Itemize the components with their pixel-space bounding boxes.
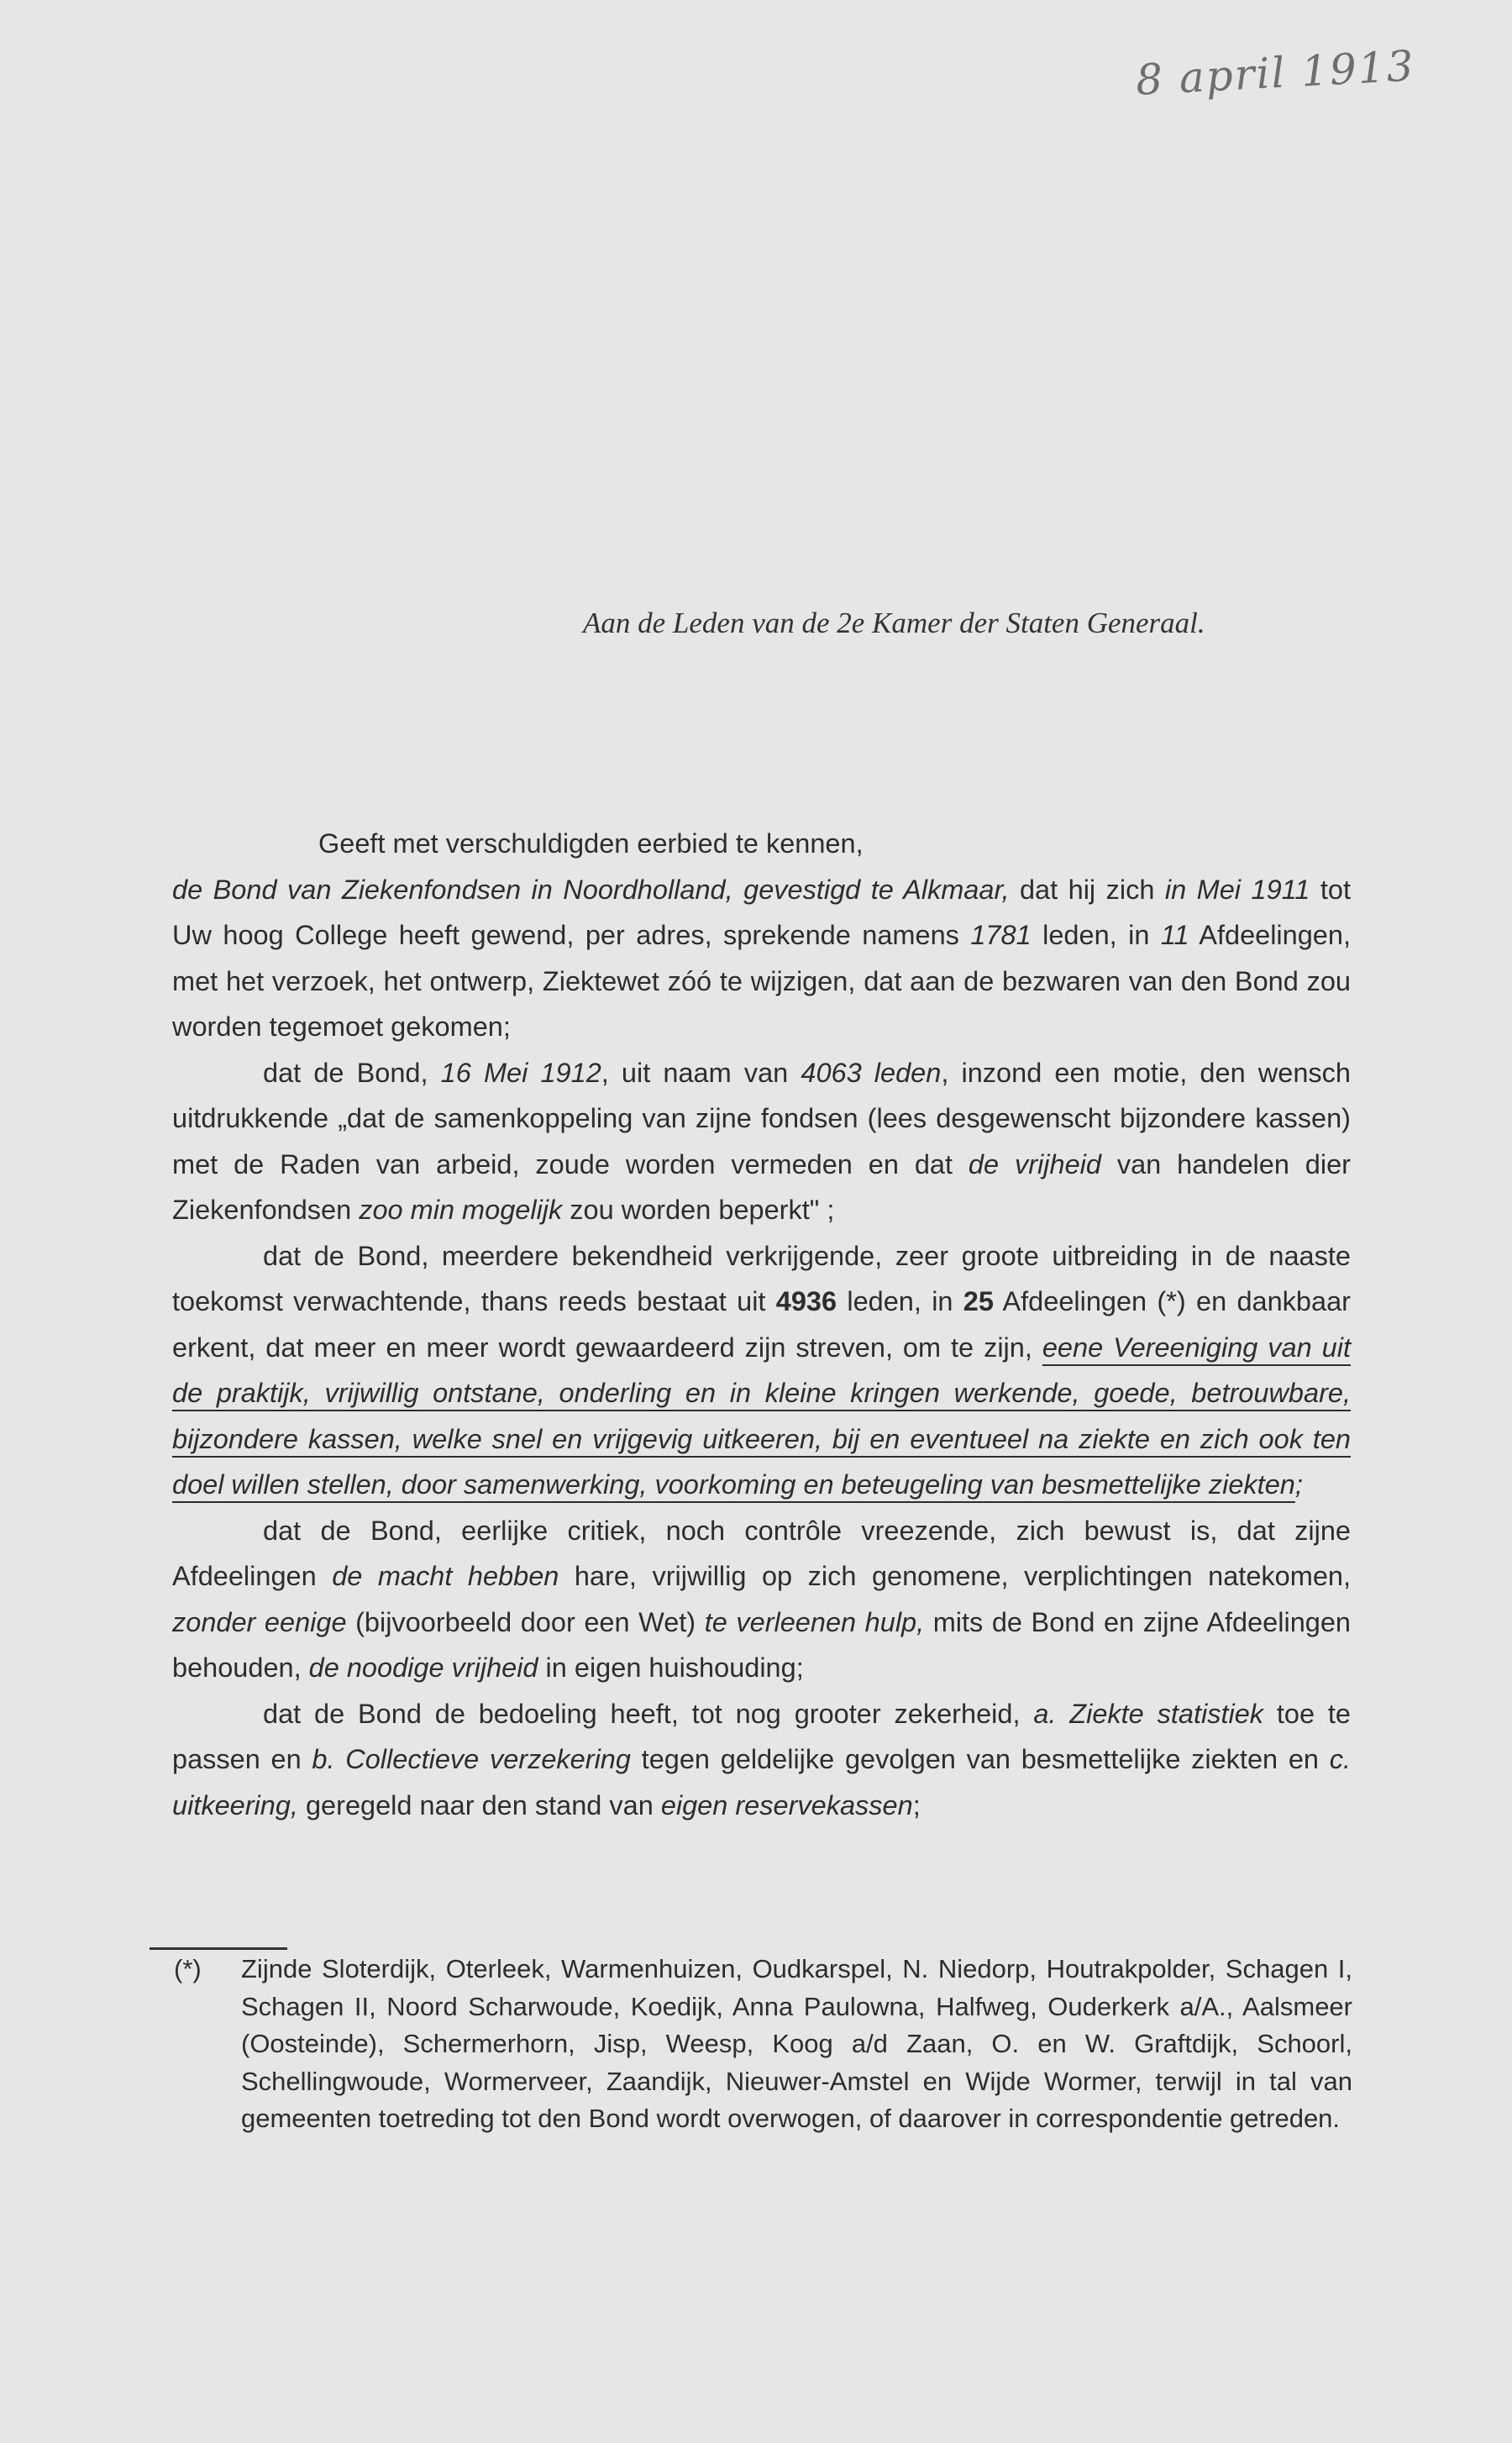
paragraph-2	[172, 1050, 1351, 1233]
emphasis-text: zoo min mogelijk	[359, 1195, 563, 1225]
text-span: , uit naam van	[601, 1057, 801, 1088]
footnote	[174, 1951, 1352, 2138]
paragraph-5	[172, 1691, 1351, 1829]
text-span: van handelen dier Ziekenfondsen	[172, 1148, 1351, 1225]
emphasis-text: eigen reservekassen	[660, 1789, 913, 1820]
text-span: hare, vrijwillig op zich genomene, verplichtingen natekomen,	[559, 1561, 1351, 1591]
address-line: Aan de Leden van de 2e Kamer der Staten Generaal.	[583, 607, 1205, 639]
text-span: leden, in	[837, 1286, 963, 1316]
date-reference: 16 Mei 1912	[440, 1057, 601, 1088]
list-item-a: a. Ziekte statistiek	[1033, 1698, 1264, 1729]
text-span: dat de Bond, eerlijke critiek, noch contrôle vreezende, zich bewust is, dat zijne Afdeelingen	[172, 1515, 1351, 1591]
emphasis-text: zonder eenige	[172, 1606, 347, 1637]
handwritten-date-annotation: 8 april 1913	[1134, 41, 1416, 105]
paragraph-3	[172, 1233, 1351, 1508]
footnote-divider	[150, 1947, 287, 1950]
paragraph-1	[172, 821, 1351, 1050]
text-span: tegen geldelijke gevolgen van besmettelijke ziekten en	[630, 1744, 1330, 1774]
text-span: Afdeelingen (*) en dankbaar erkent, dat meer en meer wordt gewaardeerd zijn streven, om te zijn,	[172, 1286, 1351, 1363]
emphasis-text: de vrijheid	[968, 1148, 1101, 1179]
footnote-marker: (*)	[174, 1954, 202, 1983]
branch-count: 25	[963, 1286, 994, 1316]
text-span: dat de Bond de bedoeling heeft, tot nog grooter zekerheid,	[263, 1698, 1034, 1729]
text-span: dat hij zich	[1009, 874, 1165, 905]
text-span: ;	[912, 1789, 921, 1820]
branch-count: 11	[1160, 920, 1189, 950]
text-span: in eigen huishouding;	[538, 1652, 804, 1683]
text-span: dat de Bond,	[263, 1057, 441, 1088]
text-span: , inzond een motie, den wensch uitdrukkende „dat de samenkoppeling van zijne fondsen (lees desgewenscht bijzondere kassen) met de Raden van arbeid, zoude worden vermeden en dat	[172, 1057, 1351, 1179]
emphasis-text: de macht hebben	[332, 1561, 559, 1591]
text-span: zou worden beperkt" ;	[562, 1195, 835, 1225]
emphasis-text: de noodige vrijheid	[308, 1652, 538, 1683]
text-span: toe te passen en	[172, 1698, 1351, 1774]
petition-body	[172, 821, 1351, 1828]
date-reference: in Mei 1911	[1164, 874, 1310, 905]
text-span: (bijvoorbeeld door een Wet)	[346, 1606, 705, 1637]
text-span: dat de Bond, meerdere bekendheid verkrijgende, zeer groote uitbreiding in de naaste toekomst verwachtende, thans reeds bestaat uit	[172, 1240, 1351, 1316]
text-span: geregeld naar den stand van	[297, 1789, 661, 1820]
text-span: leden, in	[1031, 920, 1161, 950]
member-count: 4936	[775, 1286, 837, 1316]
list-item-b: b. Collectieve verzekering	[312, 1744, 631, 1774]
text-span: Afdeelingen, met het verzoek, het ontwerp, Ziektewet zóó te wijzigen, dat aan de bezwaren van den Bond zou worden tegemoet gekomen;	[172, 920, 1351, 1042]
text-span: mits de Bond en zijne Afdeelingen behouden,	[172, 1606, 1352, 1683]
list-item-c: c. uitkeering,	[172, 1744, 1351, 1820]
petitioner-name: de Bond van Ziekenfondsen in Noordholland, gevestigd te Alkmaar,	[172, 874, 1010, 905]
emphasis-text: te verleenen hulp,	[704, 1606, 925, 1637]
opening-line: Geeft met verschuldigden eerbied te kennen,	[318, 828, 864, 859]
footnote-text: Zijnde Sloterdijk, Oterleek, Warmenhuizen, Oudkarspel, N. Niedorp, Houtrakpolder, Schagen I, Schagen II, Noord Scharwoude, Koedijk, Anna Paulowna, Halfweg, Ouderkerk a/A., Aalsmeer (Oosteinde), Schermerhorn, Jisp, Weesp, Koog a/d Zaan, O. en W. Graftdijk, Schoorl, Schellingwoude, Wormerveer, Zaandijk, Nieuwer-Amstel en Wijde Wormer, terwijl in tal van gemeenten toetreding tot den Bond wordt overwogen, of daarover in correspondentie getreden.	[241, 1954, 1352, 2133]
underlined-mission-statement: eene Vereeniging van uit de praktijk, vrijwillig ontstane, onderling en in kleine kringen werkende, goede, betrouwbare, bijzondere kassen, welke snel en vrijgevig uitkeeren, bij en eventueel na ziekte en zich ook ten doel willen stellen, door samenwerking, voorkoming en beteugeling van besmettelijke ziekten	[172, 1332, 1351, 1500]
text-span: tot Uw hoog College heeft gewend, per adres, sprekende namens	[172, 874, 1351, 950]
member-count: 4063 leden	[801, 1057, 942, 1088]
member-count: 1781	[970, 920, 1032, 950]
text-span: ;	[1294, 1469, 1303, 1500]
paragraph-4	[172, 1508, 1351, 1691]
